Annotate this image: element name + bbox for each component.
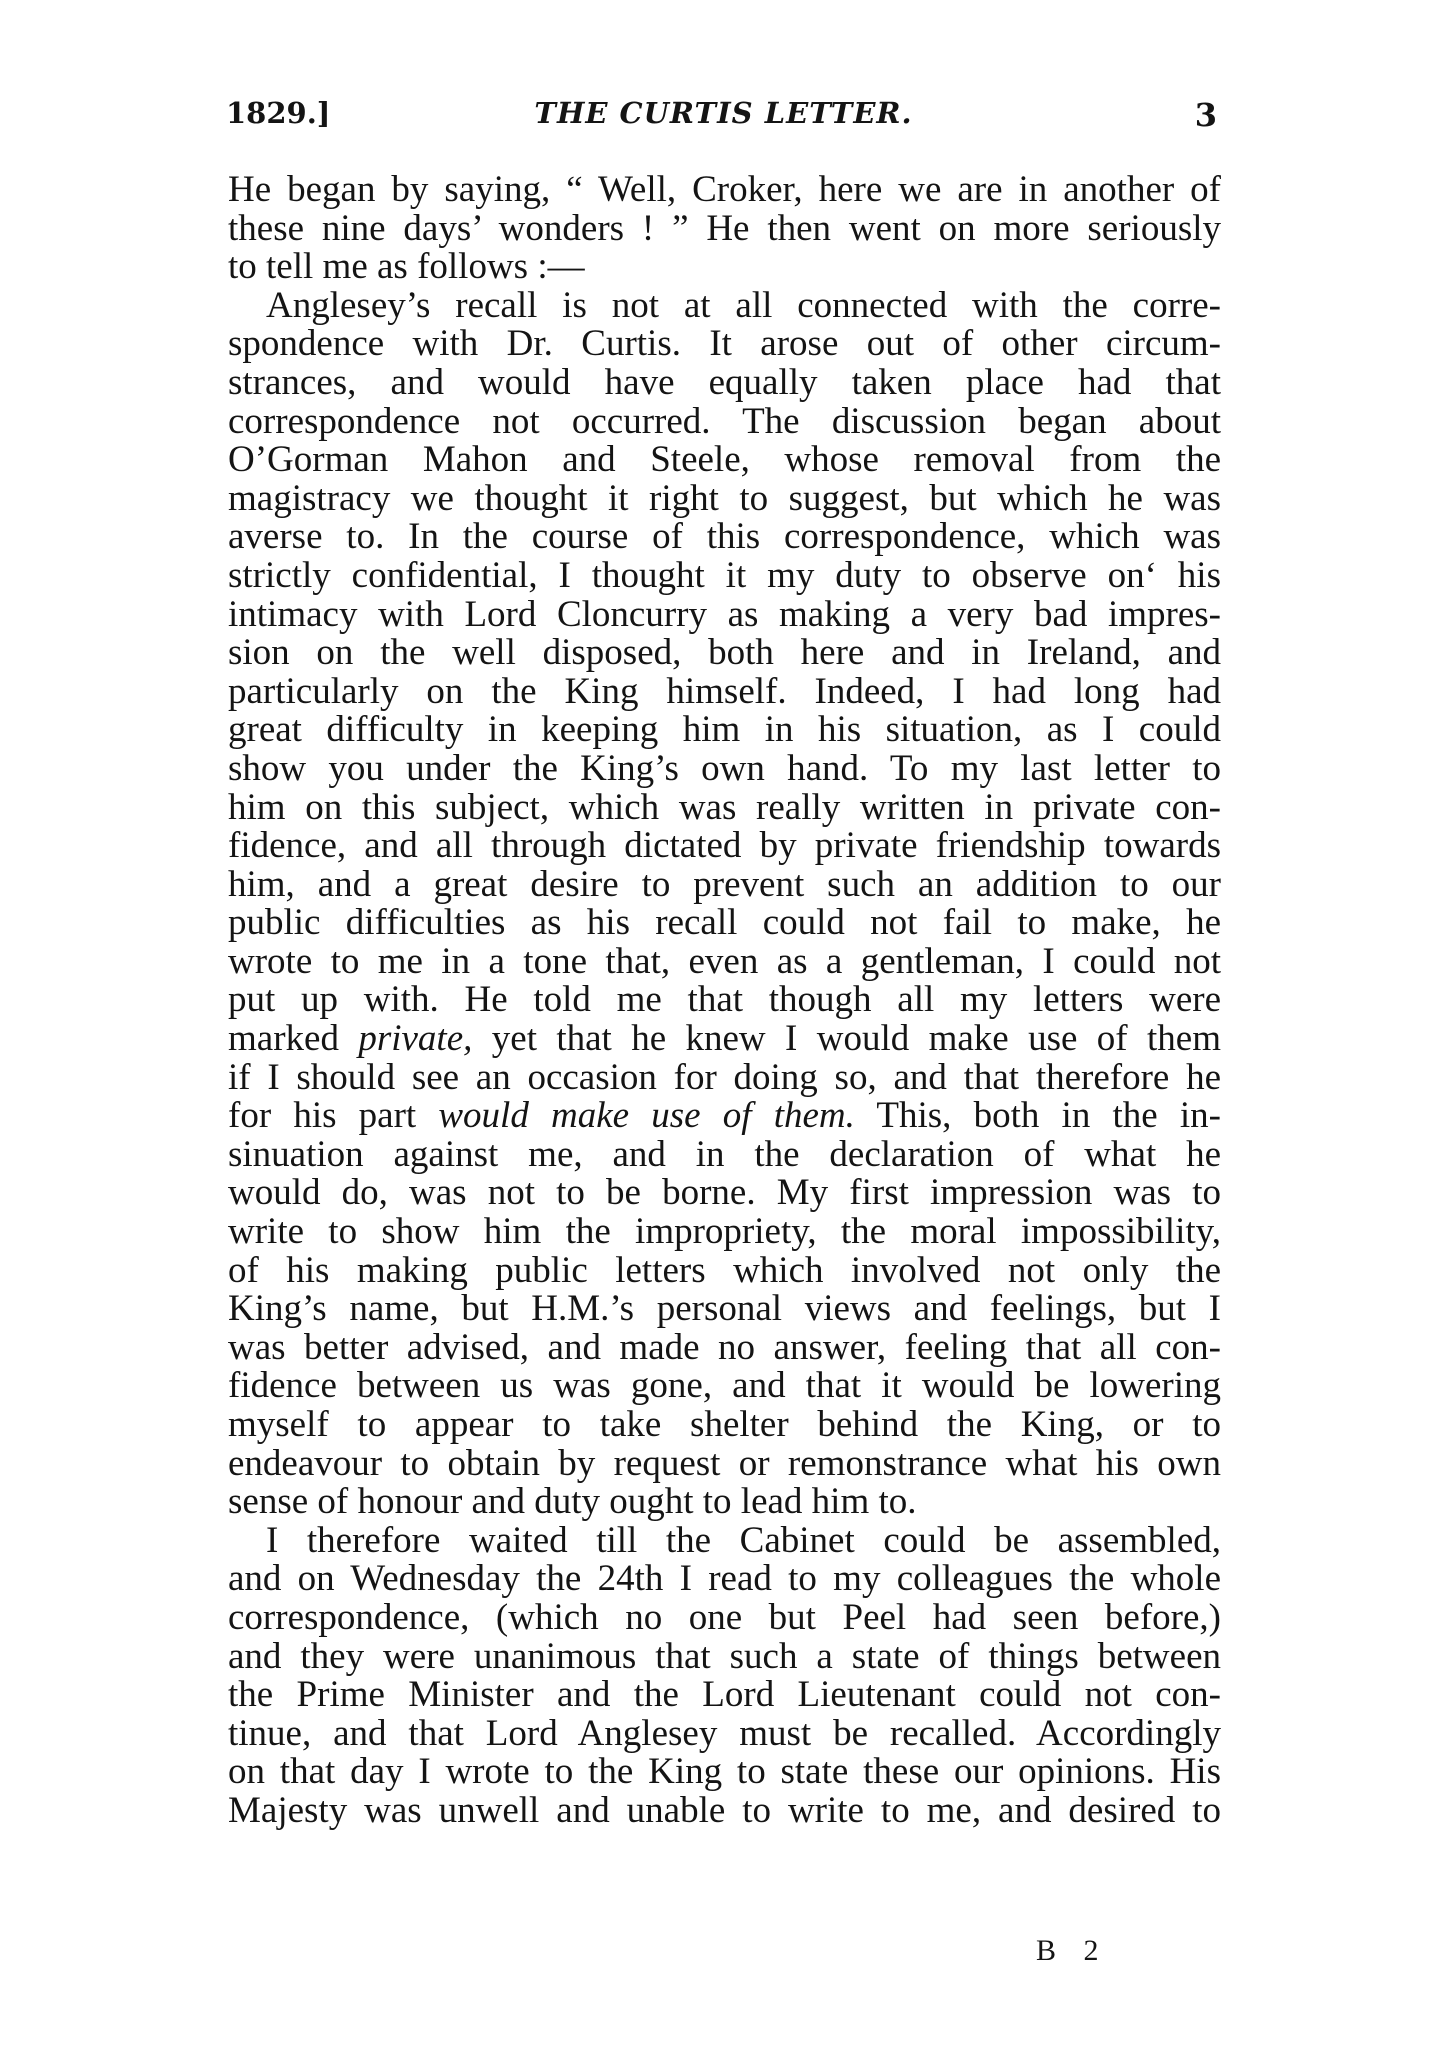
- text-line: public difficulties as his recall could not fail to make, he: [228, 902, 1221, 944]
- text-line: the Prime Minister and the Lord Lieutenant could not con-: [228, 1674, 1221, 1716]
- text-fragment: for his part: [228, 1095, 439, 1137]
- text-line: particularly on the King himself. Indeed, I had long had: [228, 670, 1221, 712]
- page-number: 3: [1194, 96, 1217, 134]
- text-line: was better advised, and made no answer, feeling that all con-: [228, 1326, 1221, 1368]
- text-line: averse to. In the course of this correspondence, which was: [228, 516, 1221, 558]
- text-line: and on Wednesday the 24th I read to my colleagues the whole: [228, 1558, 1221, 1600]
- text-line: I therefore waited till the Cabinet could be assembled,: [266, 1519, 1221, 1561]
- text-line: King’s name, but H.M.’s personal views and feelings, but I: [228, 1288, 1221, 1330]
- text-line: correspondence, (which no one but Peel had seen before,): [228, 1596, 1221, 1638]
- text-line: these nine days’ wonders ! ” He then went on more seriously: [228, 207, 1221, 249]
- body-text: [228, 171, 1221, 1831]
- text-line: endeavour to obtain by request or remonstrance what his own: [228, 1442, 1221, 1484]
- text-line: him on this subject, which was really written in private con-: [228, 786, 1221, 828]
- text-line: myself to appear to take shelter behind the King, or to: [228, 1404, 1221, 1445]
- text-line: Anglesey’s recall is not at all connected with the corre-: [266, 284, 1221, 326]
- text-line: sion on the well disposed, both here and in Ireland, and: [228, 632, 1221, 674]
- text-line: show you under the King’s own hand. To my last letter to: [228, 747, 1221, 789]
- text-line: intimacy with Lord Cloncurry as making a very bad impres-: [228, 593, 1221, 635]
- text-line: if I should see an occasion for doing so, and that therefore he: [228, 1056, 1221, 1098]
- text-line: of his making public letters which involved not only the: [228, 1249, 1221, 1291]
- italic-private: private,: [358, 1018, 473, 1060]
- text-line: and they were unanimous that such a state of things between: [228, 1635, 1221, 1677]
- text-line: great difficulty in keeping him in his situation, as I could: [228, 709, 1221, 751]
- text-line-mixed: [228, 1020, 1221, 1059]
- italic-would-make-use: would make use of them.: [438, 1095, 855, 1137]
- text-line: He began by saying, “ Well, Croker, here we are in another of: [228, 169, 1221, 210]
- text-line: correspondence not occurred. The discussion began about: [228, 400, 1221, 442]
- signature-mark: B 2: [1036, 1934, 1109, 1967]
- text-line: fidence, and all through dictated by private friendship towards: [228, 825, 1221, 867]
- text-line: sense of honour and duty ought to lead him to.: [228, 1481, 917, 1523]
- text-line-mixed: [228, 1097, 1221, 1136]
- text-line: him, and a great desire to prevent such an addition to our: [228, 863, 1221, 905]
- text-line: magistracy we thought it right to suggest, but which he was: [228, 477, 1221, 519]
- text-line: tinue, and that Lord Anglesey must be recalled. Accordingly: [228, 1712, 1221, 1754]
- text-line: on that day I wrote to the King to state these our opinions. His: [228, 1751, 1221, 1793]
- running-header: [226, 96, 1221, 140]
- header-title: THE CURTIS LETTER.: [534, 96, 913, 130]
- text-line: strances, and would have equally taken place had that: [228, 361, 1221, 403]
- text-line: to tell me as follows :—: [228, 246, 585, 288]
- text-line: wrote to me in a tone that, even as a gentleman, I could not: [228, 940, 1221, 982]
- text-line: spondence with Dr. Curtis. It arose out of other circum-: [228, 323, 1221, 365]
- text-line: put up with. He told me that though all my letters were: [228, 979, 1221, 1021]
- text-line: Majesty was unwell and unable to write to me, and desired to: [228, 1789, 1221, 1831]
- text-line: O’Gorman Mahon and Steele, whose removal from the: [228, 439, 1221, 481]
- text-line: write to show him the impropriety, the moral impossibility,: [228, 1211, 1221, 1253]
- header-year: 1829.]: [226, 96, 331, 130]
- text-line: strictly confidential, I thought it my duty to observe on‘ his: [228, 554, 1221, 596]
- text-line: would do, was not to be borne. My first impression was to: [228, 1172, 1221, 1214]
- text-fragment: marked: [228, 1018, 359, 1060]
- text-line: fidence between us was gone, and that it would be lowering: [228, 1365, 1221, 1407]
- text-fragment: This, both in the in-: [854, 1095, 1221, 1137]
- text-fragment: yet that he knew I would make use of them: [472, 1018, 1221, 1060]
- text-line: sinuation against me, and in the declaration of what he: [228, 1133, 1221, 1175]
